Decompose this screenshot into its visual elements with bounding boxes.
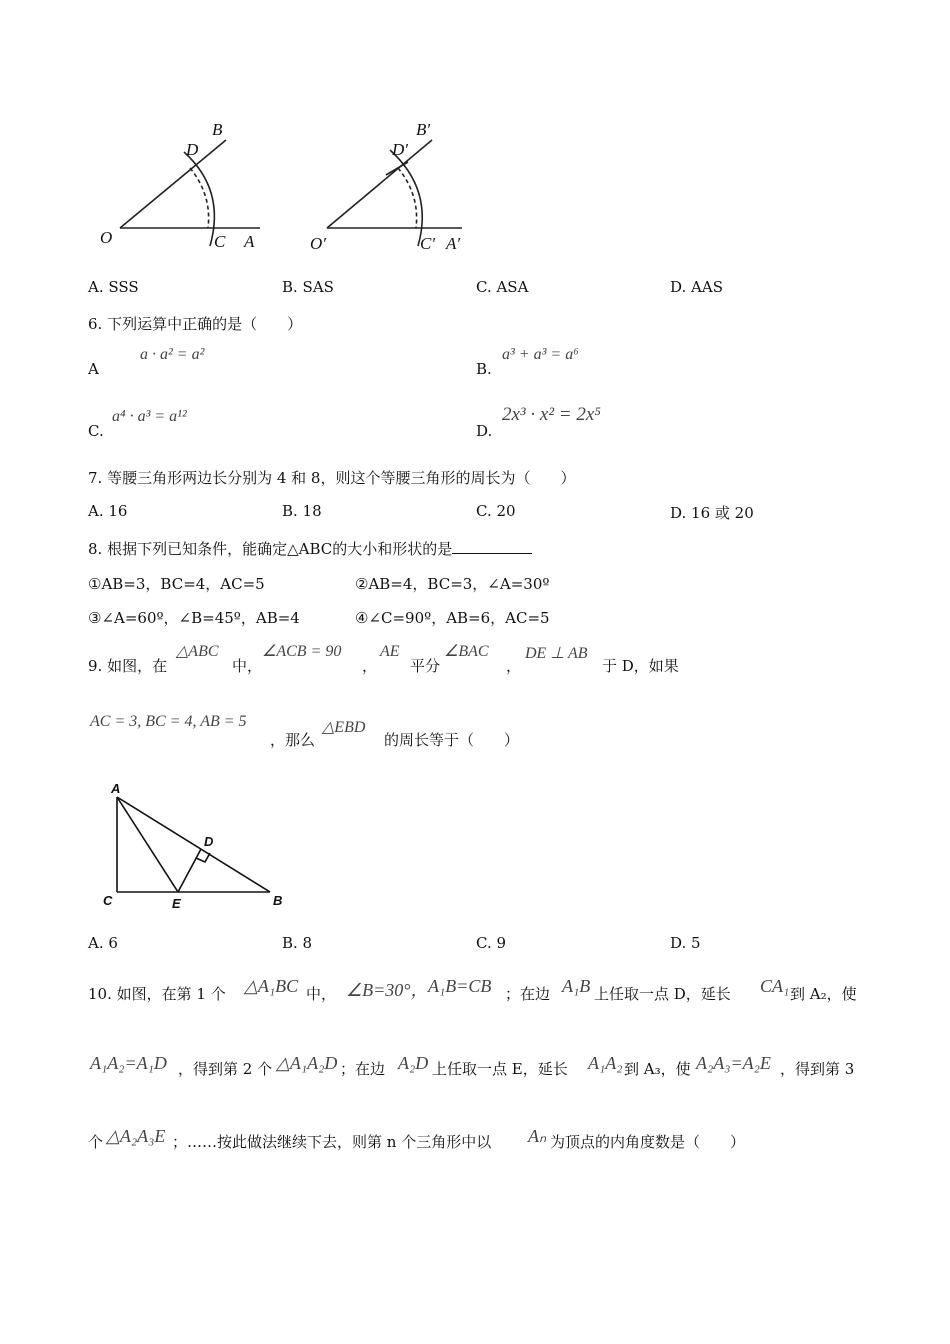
label-B: B [212,120,223,139]
label-D-prime: D′ [392,140,408,159]
q5-option-b: B. SAS [282,278,334,296]
q8-item-3: ③∠A=60º，∠B=45º，AB=4 [88,609,300,627]
q10-l1e: 到 A₂，使 [790,985,857,1003]
q9-p1: 9. 如图，在 [88,657,168,675]
q6-expr-c: a⁴ · a³ = a¹² [112,408,187,425]
q9-bac: ∠BAC [444,643,489,660]
q6-letter-d: D. [476,422,493,440]
label-O-prime: O′ [310,234,326,253]
q6-letter-c: C. [88,422,104,440]
q10-side-ca1: CA₁ [760,976,790,996]
label-C-prime: C′ [420,234,436,253]
q9-option-b: B. 8 [282,934,313,952]
q9-p7: ，那么 [270,731,316,749]
q10-eq2: A₁A₂=A₁D [90,1053,167,1073]
q10-l1a: 10. 如图，在第 1 个 [88,985,226,1003]
fig9-label-B: B [273,893,283,908]
label-D: D [186,140,199,159]
q5-option-a: A. SSS [88,278,139,296]
q9-angle-acb: ∠ACB = 90 [262,643,342,660]
q8-stem: 8. 根据下列已知条件，能确定△ABC的大小和形状的是 [88,538,532,559]
label-B-prime: B′ [416,120,431,139]
fig9-label-A: A [111,781,121,796]
label-C: C [214,232,226,251]
q9-de-perp-ab: DE ⊥ AB [525,645,588,662]
q10-angle-b: ∠B=30°， [346,980,429,1000]
q7-stem: 7. 等腰三角形两边长分别为 4 和 8，则这个等腰三角形的周长为（ ） [88,469,576,487]
fig9-label-C: C [103,893,113,908]
q9-ae: AE [380,643,400,660]
q10-eq3: A₂A₃=A₂E [696,1053,771,1073]
q10-side-a2d: A₂D [398,1053,429,1073]
q10-l1c: ；在边 [505,985,551,1003]
q9-option-d: D. 5 [670,934,701,952]
q6-letter-b: B. [476,360,492,378]
q9-triangle-ebd: △EBD [322,719,366,736]
q6-expr-b: a³ + a³ = a⁶ [502,346,579,363]
q9-p8: 的周长等于（ ） [384,731,520,749]
q8-item-4: ④∠C=90º，AB=6，AC=5 [355,609,550,627]
q10-side-a1b: A₁B [562,976,591,996]
q5-option-d: D. AAS [670,278,723,296]
q10-triangle-3: △A₂A₃E [106,1126,166,1146]
q10-l1d: 上任取一点 D，延长 [594,985,731,1003]
label-A: A [244,232,255,251]
q6-expr-d: 2x³ · x² = 2x⁵ [502,404,601,425]
q8-item-1: ①AB=3，BC=4，AC=5 [88,575,265,593]
q10-l2e: ，得到第 3 [780,1060,855,1078]
q10-l3c: 为顶点的内角度数是（ ） [550,1133,746,1151]
q7-option-a: A. 16 [88,502,128,520]
q9-p3: ， [362,657,378,675]
q10-l2a: ，得到第 2 个 [178,1060,273,1078]
q9-option-c: C. 9 [476,934,507,952]
q9-conditions: AC = 3, BC = 4, AB = 5 [90,713,247,730]
q10-l3b: ；……按此做法继续下去，则第 n 个三角形中以 [172,1133,492,1151]
fig9-label-E: E [172,896,181,911]
q10-l2c: 上任取一点 E，延长 [432,1060,568,1078]
q7-option-b: B. 18 [282,502,322,520]
q9-option-a: A. 6 [88,934,118,952]
q10-l2b: ；在边 [340,1060,386,1078]
q10-side-a1a2: A₁A₂ [588,1053,623,1073]
q10-l3a: 个 [88,1133,104,1151]
q7-option-d: D. 16 或 20 [670,504,754,522]
q10-l1b: 中， [306,985,337,1003]
q6-expr-a: a · a² = a² [140,346,205,363]
q5-option-c: C. ASA [476,278,529,296]
q10-triangle-2: △A₁A₂D [276,1053,338,1073]
label-A-prime: A′ [446,234,461,253]
q9-p4: 平分 [410,657,441,675]
q10-vertex-an: Aₙ [528,1126,547,1146]
q9-triangle-abc: △ABC [176,643,219,660]
q8-item-2: ②AB=4，BC=3，∠A=30º [355,575,550,593]
q10-eq1: A₁B=CB [428,976,492,996]
q9-p6: 于 D，如果 [602,657,679,675]
q6-letter-a: A [88,360,99,378]
label-O: O [100,228,113,247]
q6-stem: 6. 下列运算中正确的是（ ） [88,315,303,333]
q10-triangle-1: △A₁BC [244,976,299,996]
fig9-label-D: D [204,834,214,849]
q10-l2d: 到 A₃，使 [624,1060,691,1078]
q7-option-c: C. 20 [476,502,516,520]
q9-p2: 中， [232,657,263,675]
q9-p5: ， [506,657,522,675]
